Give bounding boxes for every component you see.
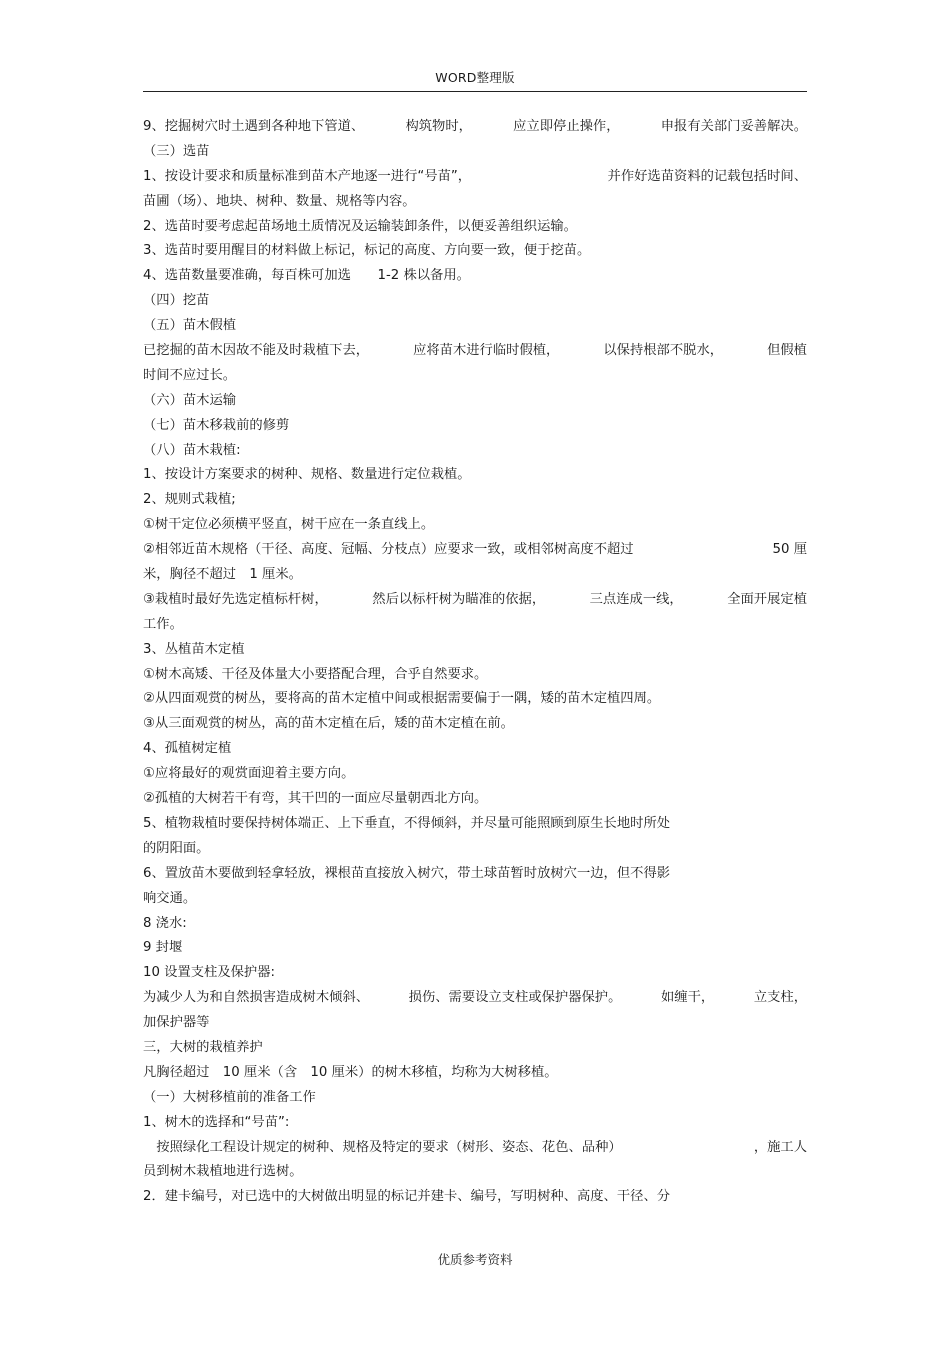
text-segment: 响交通。 [143,890,197,906]
text-line [143,1086,807,1111]
text-segment: ③栽植时最好先选定植标杆树， [143,591,328,607]
text-segment: 三，大树的栽植养护 [143,1039,263,1055]
text-line [143,289,807,314]
text-segment: 立支柱， [753,990,807,1006]
text-line [143,1111,807,1136]
text-line [143,488,807,513]
text-segment: 构筑物时， [405,119,472,134]
text-segment: 1、按设计要求和质量标准到苗木产地逐一进行“号苗”， [143,168,472,184]
text-segment: ①树干定位必须横平竖直，树干应在一条直线上。 [143,517,435,533]
text-segment: 应立即停止操作， [513,119,620,134]
text-line [143,663,807,688]
text-segment: 按照绿化工程设计规定的树种、规格及特定的要求（树形、姿态、花色、品种） [143,1139,622,1155]
text-line [143,414,807,439]
text-segment: 8 浇水: [143,915,187,931]
text-line [143,1061,807,1086]
text-segment: （四）挖苗 [143,293,210,309]
text-segment: 但假植 [767,343,807,359]
text-line [143,115,807,140]
text-segment: （八）苗木栽植: [143,442,241,458]
text-segment: ①应将最好的观赏面迎着主要方向。 [143,766,355,782]
text-segment: 3、选苗时要用醒目的材料做上标记，标记的高度、方向要一致，便于挖苗。 [143,243,591,259]
text-segment: 10 设置支柱及保护器: [143,965,276,981]
text-line [143,961,807,986]
text-line [143,1011,807,1036]
text-line [143,264,807,289]
text-segment: 4、选苗数量要准确，每百株可加选 1-2 株以备用。 [143,268,470,284]
text-segment: 然后以标杆树为瞄准的依据， [372,591,546,607]
text-line [143,912,807,937]
text-segment: 申报有关部门妥善解决。 [660,119,807,134]
text-line [143,712,807,737]
text-line [143,439,807,464]
text-line [143,165,807,190]
text-line [143,613,807,638]
text-line [143,887,807,912]
text-segment: （七）苗木移栽前的修剪 [143,417,290,433]
text-segment: 工作。 [143,616,183,632]
text-segment: 2、选苗时要考虑起苗场地土质情况及运输装卸条件，以便妥善组织运输。 [143,218,577,234]
text-line [143,762,807,787]
text-segment: ②从四面观赏的树丛，要将高的苗木定植中间或根据需要偏于一隅，矮的苗木定植四周。 [143,691,661,707]
text-line [143,1185,807,1210]
text-line [143,1036,807,1061]
text-segment: 员到树木栽植地进行选树。 [143,1164,303,1180]
text-segment: 损伤、需要设立支柱或保护器保护。 [408,990,622,1006]
text-line [143,638,807,663]
page-footer-text: 优质参考资料 [437,1252,513,1267]
text-segment: ②相邻近苗木规格（干径、高度、冠幅、分枝点）应要求一致，或相邻树高度不超过 [143,542,634,558]
text-line [143,936,807,961]
text-line [143,239,807,264]
text-segment: 米，胸径不超过 1 厘米。 [143,567,302,583]
text-segment: 以保持根部不脱水， [603,343,724,359]
text-segment: 4、孤植树定植 [143,741,232,757]
text-line [143,737,807,762]
text-segment: ③从三面观赏的树丛，高的苗木定植在后，矮的苗木定植在前。 [143,716,514,732]
page-header-title: WORD整理版 [435,70,515,85]
text-segment: 2、规则式栽植; [143,492,236,508]
text-segment: （三）选苗 [143,143,210,159]
text-line [143,588,807,613]
text-segment: 加保护器等 [143,1015,210,1031]
text-segment: 1、树木的选择和“号苗”: [143,1114,290,1130]
text-segment: 应将苗木进行临时假植， [413,343,560,359]
text-segment: 时间不应过长。 [143,367,237,383]
text-segment: 全面开展定植 [727,591,807,607]
text-segment: 已挖掘的苗木因故不能及时栽植下去， [143,343,370,359]
text-line [143,538,807,563]
text-segment: 9、挖掘树穴时土遇到各种地下管道、 [143,119,365,134]
text-segment: 3、丛植苗木定植 [143,641,245,657]
text-line [143,986,807,1011]
text-line [143,787,807,812]
document-body [143,115,807,1210]
text-segment: 1、按设计方案要求的树种、规格、数量进行定位栽植。 [143,467,471,483]
text-segment: （一）大树移植前的准备工作 [143,1089,316,1105]
text-line [143,1136,807,1161]
text-segment: 苗圃（场）、地块、树种、数量、规格等内容。 [143,193,416,209]
text-line [143,364,807,389]
text-segment: （五）苗木假植 [143,318,237,334]
text-line [143,812,807,837]
text-segment: 为减少人为和自然损害造成树木倾斜、 [143,990,370,1006]
text-line [143,463,807,488]
text-line [143,339,807,364]
text-line [143,862,807,887]
text-line [143,389,807,414]
text-line [143,513,807,538]
text-line [143,190,807,215]
text-segment: 2．建卡编号，对已选中的大树做出明显的标记并建卡、编号，写明树种、高度、干径、分 [143,1189,671,1205]
text-segment: 5、植物栽植时要保持树体端正、上下垂直，不得倾斜，并尽量可能照顾到原生长地时所处 [143,815,671,831]
text-line [143,1160,807,1185]
text-segment: 如缠干， [661,990,715,1006]
text-segment: ①树木高矮、干径及体量大小要搭配合理，合乎自然要求。 [143,666,488,682]
text-segment: （六）苗木运输 [143,392,237,408]
text-segment: 三点连成一线， [589,591,683,607]
text-segment: ，施工人 [753,1139,807,1155]
text-line [143,140,807,165]
text-segment: 6、置放苗木要做到轻拿轻放，裸根苗直接放入树穴，带土球苗暂时放树穴一边，但不得影 [143,865,671,881]
text-segment: 的阴阳面。 [143,840,210,856]
text-line [143,215,807,240]
text-line [143,314,807,339]
text-line [143,687,807,712]
text-segment: 并作好选苗资料的记载包括时间、 [607,168,807,184]
header-rule [143,91,807,92]
text-segment: ②孤植的大树若干有弯，其干凹的一面应尽量朝西北方向。 [143,791,488,807]
text-line [143,563,807,588]
text-line [143,837,807,862]
text-segment: 50 厘 [772,542,807,558]
text-segment: 9 封堰 [143,940,183,956]
text-segment: 凡胸径超过 10 厘米（含 10 厘米）的树木移植，均称为大树移植。 [143,1064,558,1080]
